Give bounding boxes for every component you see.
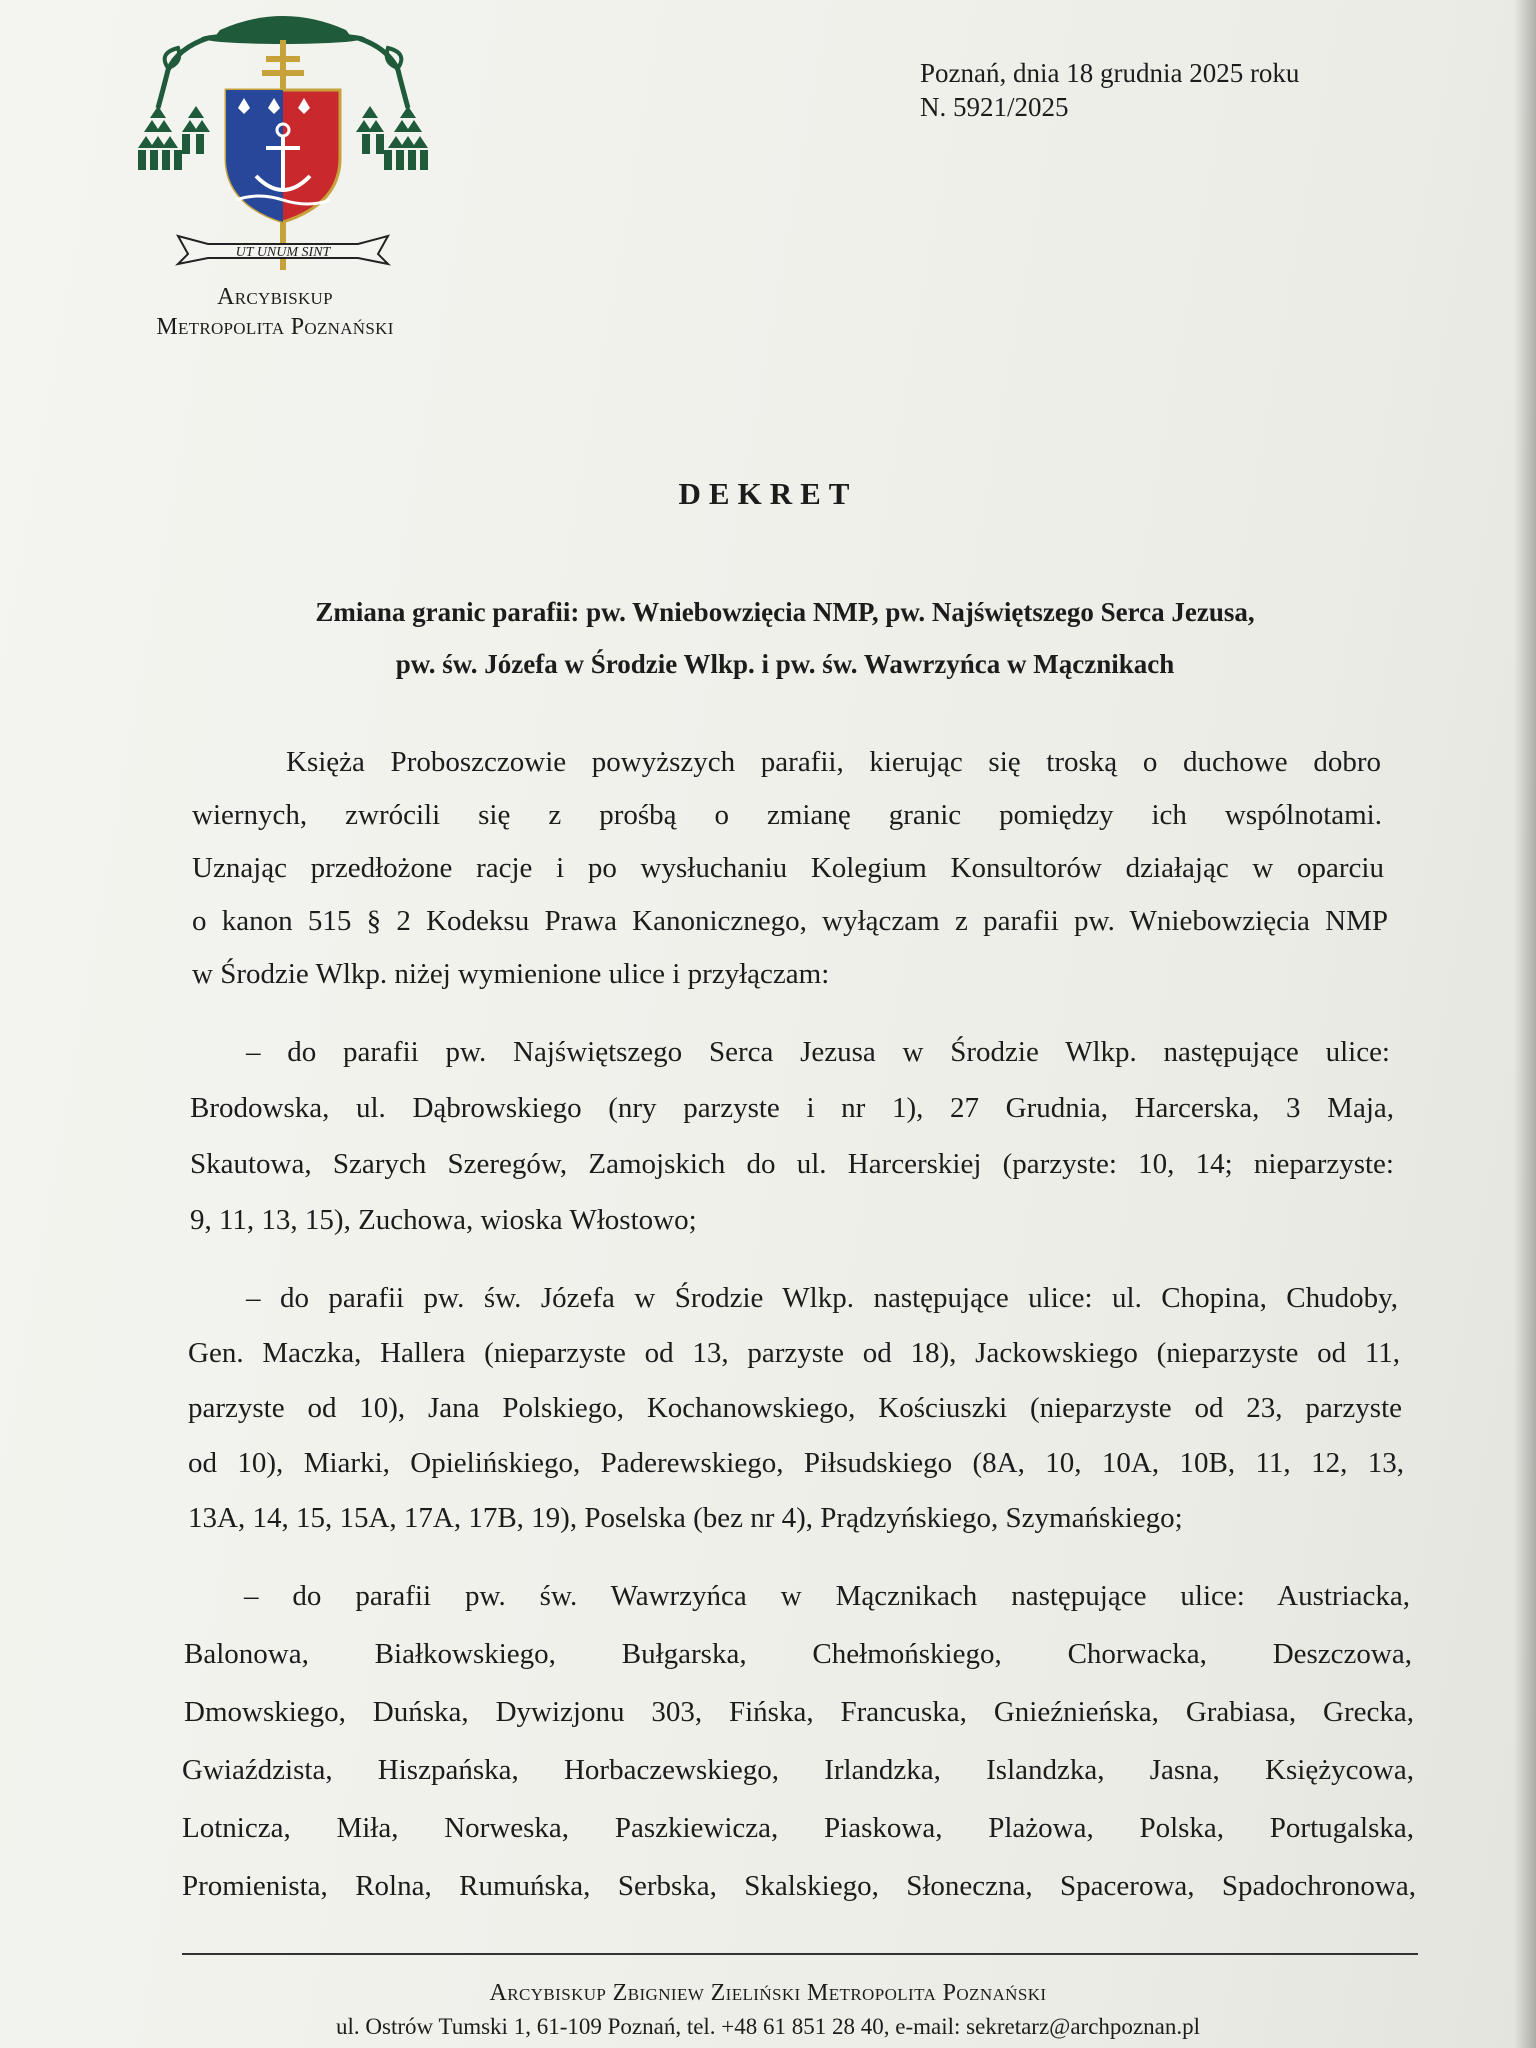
body-line: – do parafii pw. św. Wawrzyńca w Mącznikach następujące ulice: Austriacka, [244,1580,1410,1612]
body-line: o kanon 515 § 2 Kodeksu Prawa Kanonicznego, wyłączam z parafii pw. Wniebowzięcia NMP [192,905,1388,937]
decree-subject [160,586,1410,690]
body-line: Gwiaździsta, Hiszpańska, Horbaczewskiego, Irlandzka, Islandzka, Jasna, Księżycowa, [182,1754,1414,1786]
body-line: wiernych, zwrócili się z prośbą o zmianę granic pomiędzy ich wspólnotami. [192,799,1382,831]
letterhead-office [110,282,440,342]
body-line: Lotnicza, Miła, Norweska, Paszkiewicza, Piaskowa, Plażowa, Polska, Portugalska, [182,1812,1414,1844]
date-number-block [920,56,1299,124]
office-line-2: Metropolita Poznański [156,314,394,340]
reference-number: N. 5921/2025 [920,92,1069,122]
body-line: Księża Proboszczowie powyższych parafii, kierując się troską o duchowe dobro [286,746,1381,778]
body-line: Skautowa, Szarych Szeregów, Zamojskich do ul. Harcerskiej (parzyste: 10, 14; nieparzyste: [190,1148,1394,1180]
body-line: 9, 11, 13, 15), Zuchowa, wioska Włostowo; [190,1204,697,1236]
document-title: DEKRET [678,476,858,511]
coat-of-arms-emblem [138,8,428,278]
body-line: Gen. Maczka, Hallera (nieparzyste od 13, parzyste od 18), Jackowskiego (nieparzyste od 11, [188,1337,1400,1369]
body-line: Dmowskiego, Duńska, Dywizjonu 303, Fińska, Francuska, Gnieźnieńska, Grabiasa, Grecka, [184,1696,1414,1728]
body-line: Brodowska, ul. Dąbrowskiego (nry parzyste i nr 1), 27 Grudnia, Harcerska, 3 Maja, [190,1092,1394,1124]
body-line: – do parafii pw. św. Józefa w Środzie Wlkp. następujące ulice: ul. Chopina, Chudoby, [246,1282,1398,1314]
footer-contact: ul. Ostrów Tumski 1, 61-109 Poznań, tel. +48 61 851 28 40, e-mail: sekretarz@archpoznan.pl [336,2014,1200,2039]
body-line: – do parafii pw. Najświętszego Serca Jezusa w Środzie Wlkp. następujące ulice: [246,1036,1390,1068]
body-line: od 10), Miarki, Opielińskiego, Paderewskiego, Piłsudskiego (8A, 10, 10A, 10B, 11, 12, 13, [188,1447,1404,1479]
body-line: Uznając przedłożone racje i po wysłuchaniu Kolegium Konsultorów działając w oparciu [192,852,1384,884]
body-line: Balonowa, Białkowskiego, Bułgarska, Chełmońskiego, Chorwacka, Deszczowa, [184,1638,1412,1670]
body-line: parzyste od 10), Jana Polskiego, Kochanowskiego, Kościuszki (nieparzyste od 23, parzyste [188,1392,1402,1424]
subject-line: Zmiana granic parafii: pw. Wniebowzięcia NMP, pw. Najświętszego Serca Jezusa, [315,597,1255,627]
footer-divider [182,1953,1418,1955]
footer-signatory: Arcybiskup Zbigniew Zieliński Metropolita Poznański [489,1980,1047,2006]
body-line: w Środzie Wlkp. niżej wymienione ulice i przyłączam: [192,958,830,990]
subject-line: pw. św. Józefa w Środzie Wlkp. i pw. św. Wawrzyńca w Mącznikach [395,649,1175,679]
office-line-1: Arcybiskup [217,284,333,310]
body-line: 13A, 14, 15, 15A, 17A, 17B, 19), Poselska (bez nr 4), Prądzyńskiego, Szymańskiego; [188,1502,1183,1534]
body-line: Promienista, Rolna, Rumuńska, Serbska, Skalskiego, Słoneczna, Spacerowa, Spadochronowa, [182,1870,1416,1902]
svg-text:UT UNUM SINT: UT UNUM SINT [235,245,331,260]
date-line: Poznań, dnia 18 grudnia 2025 roku [920,58,1300,88]
